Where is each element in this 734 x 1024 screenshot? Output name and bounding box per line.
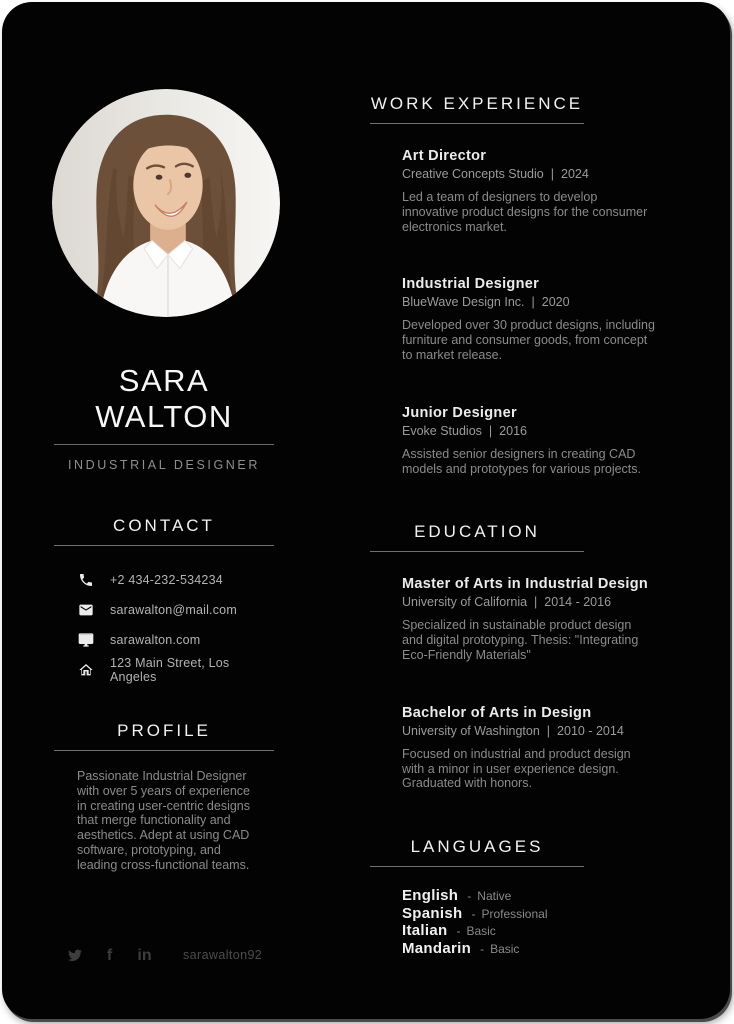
portrait-illustration bbox=[52, 89, 280, 317]
profile-photo bbox=[52, 89, 280, 317]
education-entry-school: University of Washington bbox=[402, 723, 540, 738]
resume-card bbox=[2, 2, 730, 1019]
work-entry bbox=[370, 405, 655, 477]
first-name: SARA bbox=[118, 363, 210, 398]
languages-heading: LANGUAGES bbox=[370, 837, 584, 867]
work-experience-heading: WORK EXPERIENCE bbox=[370, 94, 584, 124]
left-column bbox=[54, 2, 274, 964]
home-icon bbox=[78, 662, 95, 679]
education-entry-school: University of California bbox=[402, 595, 528, 610]
education-entry bbox=[370, 576, 655, 662]
meta-separator: | bbox=[531, 295, 535, 310]
linkedin-icon[interactable]: in bbox=[137, 946, 152, 964]
work-entry-title: Industrial Designer bbox=[402, 276, 540, 293]
education-heading: EDUCATION bbox=[370, 522, 584, 552]
contact-row-address bbox=[54, 655, 274, 685]
languages-list bbox=[370, 887, 655, 957]
language-level: Professional bbox=[481, 906, 548, 921]
language-level: Basic bbox=[490, 941, 520, 956]
education-entry-description: Specialized in sustainable product design and digital prototyping. Thesis: "Integrating Eco-Friendly Materials" bbox=[402, 618, 639, 662]
contact-row-website[interactable] bbox=[54, 625, 274, 655]
work-entry-period: 2016 bbox=[499, 423, 527, 438]
language-name: Spanish bbox=[402, 904, 463, 922]
work-entry-meta bbox=[402, 424, 655, 438]
language-name: Italian bbox=[402, 922, 448, 940]
profile-heading: PROFILE bbox=[54, 721, 274, 751]
facebook-icon[interactable]: f bbox=[106, 946, 113, 964]
contact-row-email[interactable] bbox=[54, 595, 274, 625]
website-url: sarawalton.com bbox=[110, 633, 201, 647]
education-entry-period: 2010 - 2014 bbox=[557, 723, 624, 738]
education-entry-description: Focused on industrial and product design with a minor in user experience design. Graduated with honors. bbox=[402, 746, 631, 791]
twitter-icon[interactable] bbox=[66, 947, 83, 964]
education-entry bbox=[370, 705, 655, 791]
meta-separator: | bbox=[534, 595, 538, 610]
work-entry-company: Evoke Studios bbox=[402, 423, 482, 438]
social-links bbox=[54, 947, 274, 964]
street-address: 123 Main Street, Los Angeles bbox=[110, 656, 230, 684]
language-row bbox=[402, 922, 655, 940]
language-name: Mandarin bbox=[402, 939, 472, 957]
meta-separator: | bbox=[488, 423, 493, 438]
work-entry-company: BlueWave Design Inc. bbox=[402, 295, 525, 310]
social-username: sarawalton92 bbox=[183, 948, 263, 963]
work-entry-company: Creative Concepts Studio bbox=[402, 167, 544, 181]
last-name: WALTON bbox=[95, 399, 233, 434]
work-entry-title: Junior Designer bbox=[402, 404, 517, 421]
level-separator: - bbox=[456, 924, 461, 939]
work-entry-period: 2020 bbox=[541, 295, 570, 310]
work-entry bbox=[370, 276, 655, 362]
email-address: sarawalton@mail.com bbox=[110, 603, 237, 617]
profile-summary: Passionate Industrial Designer with over 5 years of experience in creating user-centric designs that merge functionality and aesthetics. Adept at using CAD software, prototyping, and leading cross-functional teams. bbox=[77, 769, 251, 872]
work-entry-description: Led a team of designers to develop innovative product designs for the consumer electronics market. bbox=[402, 190, 648, 234]
contact-heading: CONTACT bbox=[54, 516, 274, 546]
work-entry-title: Art Director bbox=[402, 148, 487, 164]
right-column bbox=[370, 2, 655, 957]
meta-separator: | bbox=[550, 167, 554, 181]
education-entry-title: Bachelor of Arts in Design bbox=[402, 704, 592, 721]
work-entry-period: 2024 bbox=[561, 167, 589, 181]
level-separator: - bbox=[467, 889, 472, 904]
language-name: English bbox=[402, 887, 459, 905]
language-row bbox=[402, 905, 655, 923]
work-entry-meta bbox=[402, 295, 655, 309]
contact-row-phone[interactable] bbox=[54, 565, 274, 595]
education-entry-period: 2014 - 2016 bbox=[544, 595, 612, 610]
website-icon bbox=[78, 632, 95, 649]
education-entry-meta bbox=[402, 595, 655, 609]
job-title: INDUSTRIAL DESIGNER bbox=[67, 458, 260, 472]
education-entry-title: Master of Arts in Industrial Design bbox=[402, 576, 649, 593]
language-row bbox=[402, 940, 655, 958]
level-separator: - bbox=[471, 906, 476, 921]
email-icon bbox=[78, 602, 95, 619]
language-row bbox=[402, 887, 655, 905]
language-level: Basic bbox=[466, 924, 496, 939]
level-separator: - bbox=[480, 941, 485, 956]
work-entry-meta bbox=[402, 167, 655, 181]
work-entry bbox=[370, 148, 655, 234]
phone-icon bbox=[78, 572, 95, 589]
language-level: Native bbox=[477, 889, 512, 904]
contact-list bbox=[54, 565, 274, 685]
phone-number: +2 434-232-534234 bbox=[110, 573, 223, 587]
person-name bbox=[54, 363, 274, 445]
work-entry-description: Assisted senior designers in creating CAD models and prototypes for various projects. bbox=[402, 446, 642, 476]
work-entry-description: Developed over 30 product designs, including furniture and consumer goods, from concept to market release. bbox=[402, 318, 655, 362]
education-entry-meta bbox=[402, 724, 655, 738]
meta-separator: | bbox=[546, 723, 551, 738]
